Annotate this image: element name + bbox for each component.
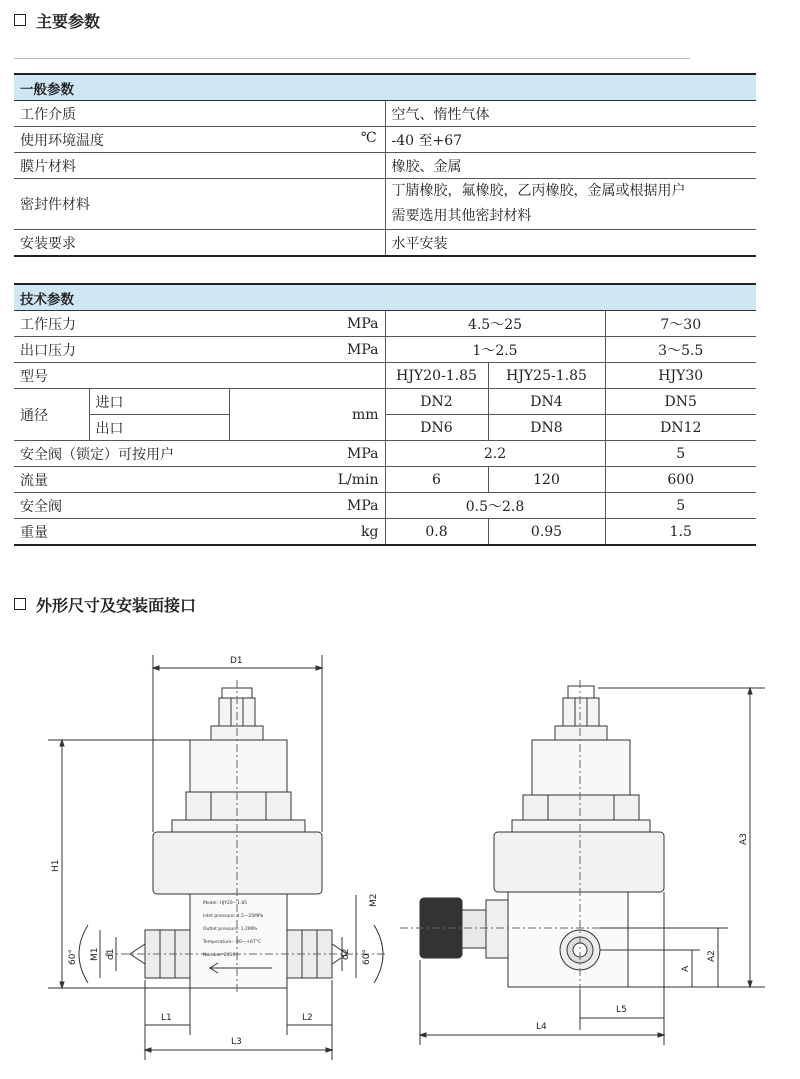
table-row <box>14 441 756 467</box>
table-row <box>14 519 756 546</box>
param-value: 橡胶、金属 <box>385 153 756 179</box>
port-label: 出口 <box>89 415 229 441</box>
label-L5: L5 <box>616 1005 627 1015</box>
label-M1: M1 <box>90 947 100 961</box>
param-value: 1.5 <box>605 519 756 546</box>
param-name: 安全阀 <box>14 493 229 519</box>
param-name: 工作压力 <box>14 311 229 337</box>
checkbox-square-icon <box>14 14 26 26</box>
label-H1: H1 <box>51 859 61 872</box>
param-value-line: 需要选用其他密封材料 <box>391 208 532 224</box>
bonnet-hex <box>186 792 291 820</box>
table-row <box>14 179 756 230</box>
checkbox-square-icon <box>14 598 26 610</box>
param-value: 水平安装 <box>385 230 756 257</box>
table-row <box>14 415 756 441</box>
label-A: A <box>681 965 691 972</box>
section-title-dimensions <box>14 593 196 616</box>
side-flange <box>494 832 664 892</box>
label-D1: D1 <box>230 656 243 666</box>
param-value: 1～2.5 <box>385 337 605 363</box>
table-row <box>14 363 756 389</box>
nameplate-line: Temperature: -40—+67°C <box>203 940 262 945</box>
label-d1: d1 <box>106 948 116 960</box>
label-A3: A3 <box>739 833 749 845</box>
param-value: DN5 <box>605 389 756 415</box>
param-name: 膜片材料 <box>14 153 385 179</box>
table-row <box>14 153 756 179</box>
param-value: 4.5～25 <box>385 311 605 337</box>
label-L4: L4 <box>536 1022 547 1032</box>
param-unit: MPa <box>229 441 385 467</box>
param-name: 安装要求 <box>14 230 385 257</box>
nameplate-line: Number: 2010... <box>203 953 240 958</box>
param-name: 出口压力 <box>14 337 229 363</box>
param-value: 2.2 <box>385 441 605 467</box>
table-row <box>14 337 756 363</box>
param-unit: ℃ <box>360 129 377 146</box>
param-unit: MPa <box>229 311 385 337</box>
param-name: 密封件材料 <box>14 179 385 230</box>
nameplate-line: Model: HJY20—1.85 <box>203 901 248 906</box>
section-title-text: 外形尺寸及安装面接口 <box>36 596 197 615</box>
param-value: 120 <box>488 467 605 493</box>
label-M2: M2 <box>369 893 379 907</box>
param-value: DN4 <box>488 389 605 415</box>
param-value: 600 <box>605 467 756 493</box>
general-params-header: 一般参数 <box>14 74 756 101</box>
param-value: 3～5.5 <box>605 337 756 363</box>
param-name: 安全阀（锁定）可按用户 <box>14 441 229 467</box>
tech-params-table <box>14 283 756 546</box>
param-value: DN8 <box>488 415 605 441</box>
param-value: 0.8 <box>385 519 488 546</box>
param-value: 6 <box>385 467 488 493</box>
table-row <box>14 101 756 127</box>
param-value: 0.95 <box>488 519 605 546</box>
param-value-cell <box>385 179 756 230</box>
table-row <box>14 493 756 519</box>
param-name: 通径 <box>14 389 89 441</box>
param-value: 空气、惰性气体 <box>385 101 756 127</box>
label-A2: A2 <box>707 950 717 962</box>
param-value: 7～30 <box>605 311 756 337</box>
param-unit: MPa <box>229 337 385 363</box>
side-view <box>400 680 765 1045</box>
port-label: 进口 <box>89 389 229 415</box>
table-row <box>14 127 756 153</box>
front-view <box>48 655 385 1060</box>
label-d2: d2 <box>341 948 351 960</box>
nameplate-line: Outlet pressure: 1.2MPa <box>203 927 258 932</box>
param-unit: mm <box>229 389 385 441</box>
param-name: 流量 <box>14 467 229 493</box>
param-value: DN2 <box>385 389 488 415</box>
section-title-main-params <box>14 9 100 32</box>
model-cell: HJY25-1.85 <box>488 363 605 389</box>
param-value: 5 <box>605 441 756 467</box>
param-value: -40 至+67 <box>385 127 756 153</box>
bonnet <box>190 740 287 792</box>
param-value: DN6 <box>385 415 488 441</box>
param-value-line: 丁腈橡胶，氟橡胶，乙丙橡胶，金属或根据用户 <box>391 183 686 199</box>
table-row <box>14 230 756 257</box>
param-unit: MPa <box>229 493 385 519</box>
param-value: 0.5～2.8 <box>385 493 605 519</box>
model-cell: HJY20-1.85 <box>385 363 488 389</box>
label-angle1: 60° <box>68 949 78 965</box>
label-L2: L2 <box>302 1013 313 1023</box>
param-name: 重量 <box>14 519 229 546</box>
param-name: 工作介质 <box>14 101 385 127</box>
param-name-cell <box>14 127 385 153</box>
param-value: DN12 <box>605 415 756 441</box>
side-top-nut <box>568 686 594 698</box>
param-name: 型号 <box>14 363 385 389</box>
param-unit: L/min <box>229 467 385 493</box>
label-L1: L1 <box>161 1013 172 1023</box>
param-name: 使用环境温度 <box>20 132 104 149</box>
label-L3: L3 <box>231 1037 242 1047</box>
nameplate-line: Inlet pressure: 4.5—25MPa <box>203 914 264 919</box>
table-row <box>14 311 756 337</box>
table-row <box>14 467 756 493</box>
dimension-drawing <box>0 640 800 1070</box>
side-bonnet <box>532 740 630 795</box>
param-value: 5 <box>605 493 756 519</box>
general-params-table <box>14 73 756 257</box>
left-fitting <box>145 930 190 978</box>
param-unit: kg <box>229 519 385 546</box>
divider <box>14 58 690 59</box>
tech-params-header: 技术参数 <box>14 284 756 311</box>
model-cell: HJY30 <box>605 363 756 389</box>
table-row <box>14 389 756 415</box>
section-title-text: 主要参数 <box>36 12 101 31</box>
label-angle2: 60° <box>362 949 372 965</box>
